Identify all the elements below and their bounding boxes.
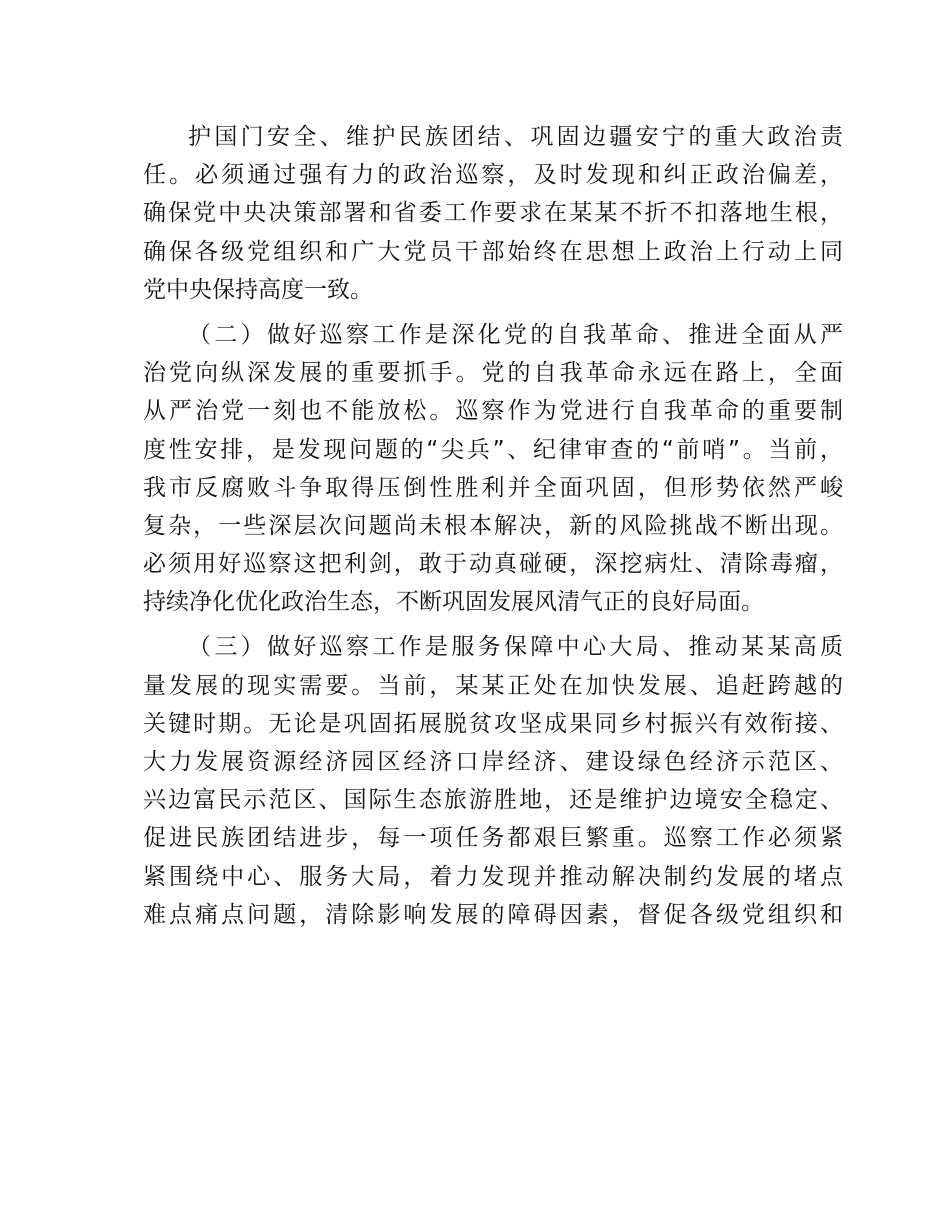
paragraph-line: 促进民族团结进步，每一项任务都艰巨繁重。巡察工作必须紧 (143, 825, 843, 852)
paragraph-line: 兴边富民示范区、国际生态旅游胜地，还是维护边境安全稳定、 (143, 787, 843, 814)
paragraph-line: 我市反腐败斗争取得压倒性胜利并全面巩固，但形势依然严峻 (143, 474, 843, 501)
paragraph-line: 复杂，一些深层次问题尚未根本解决，新的风险挑战不断出现。 (143, 512, 843, 539)
paragraph-line: 任。必须通过强有力的政治巡察，及时发现和纠正政治偏差， (143, 162, 843, 189)
paragraph-3 (143, 628, 843, 934)
paragraph-line: 量发展的现实需要。当前，某某正处在加快发展、追赶跨越的 (143, 672, 843, 699)
paragraph-line: 护国门安全、维护民族团结、巩固边疆安宁的重大政治责 (188, 124, 843, 150)
paragraph-line: 度性安排，是发现问题的“尖兵”、纪律审查的“前哨”。当前， (143, 436, 843, 463)
document-body (143, 118, 843, 941)
paragraph-line: 必须用好巡察这把利剑，敢于动真碰硬，深挖病灶、清除毒瘤， (143, 551, 843, 578)
paragraph-line: 大力发展资源经济园区经济口岸经济、建设绿色经济示范区、 (143, 749, 843, 775)
paragraph-line: 从严治党一刻也不能放松。巡察作为党进行自我革命的重要制 (143, 398, 843, 425)
paragraph-line: 难点痛点问题，清除影响发展的障碍因素，督促各级党组织和 (143, 901, 843, 928)
paragraph-1 (143, 118, 843, 309)
paragraph-line: （二）做好巡察工作是深化党的自我革命、推进全面从严 (188, 321, 843, 348)
paragraph-line: 持续净化优化政治生态，不断巩固发展风清气正的良好局面。 (143, 589, 764, 616)
paragraph-line: 紧围绕中心、服务大局，着力发现并推动解决制约发展的堵点 (143, 863, 843, 890)
paragraph-line: （三）做好巡察工作是服务保障中心大局、推动某某高质 (188, 634, 843, 661)
paragraph-2 (143, 316, 843, 622)
paragraph-line: 确保各级党组织和广大党员干部始终在思想上政治上行动上同 (143, 238, 843, 265)
paragraph-line: 确保党中央决策部署和省委工作要求在某某不折不扣落地生根， (143, 200, 843, 227)
paragraph-line: 关键时期。无论是巩固拓展脱贫攻坚成果同乡村振兴有效衔接、 (143, 710, 843, 737)
paragraph-line: 党中央保持高度一致。 (143, 276, 373, 303)
paragraph-line: 治党向纵深发展的重要抓手。党的自我革命永远在路上，全面 (143, 360, 843, 387)
